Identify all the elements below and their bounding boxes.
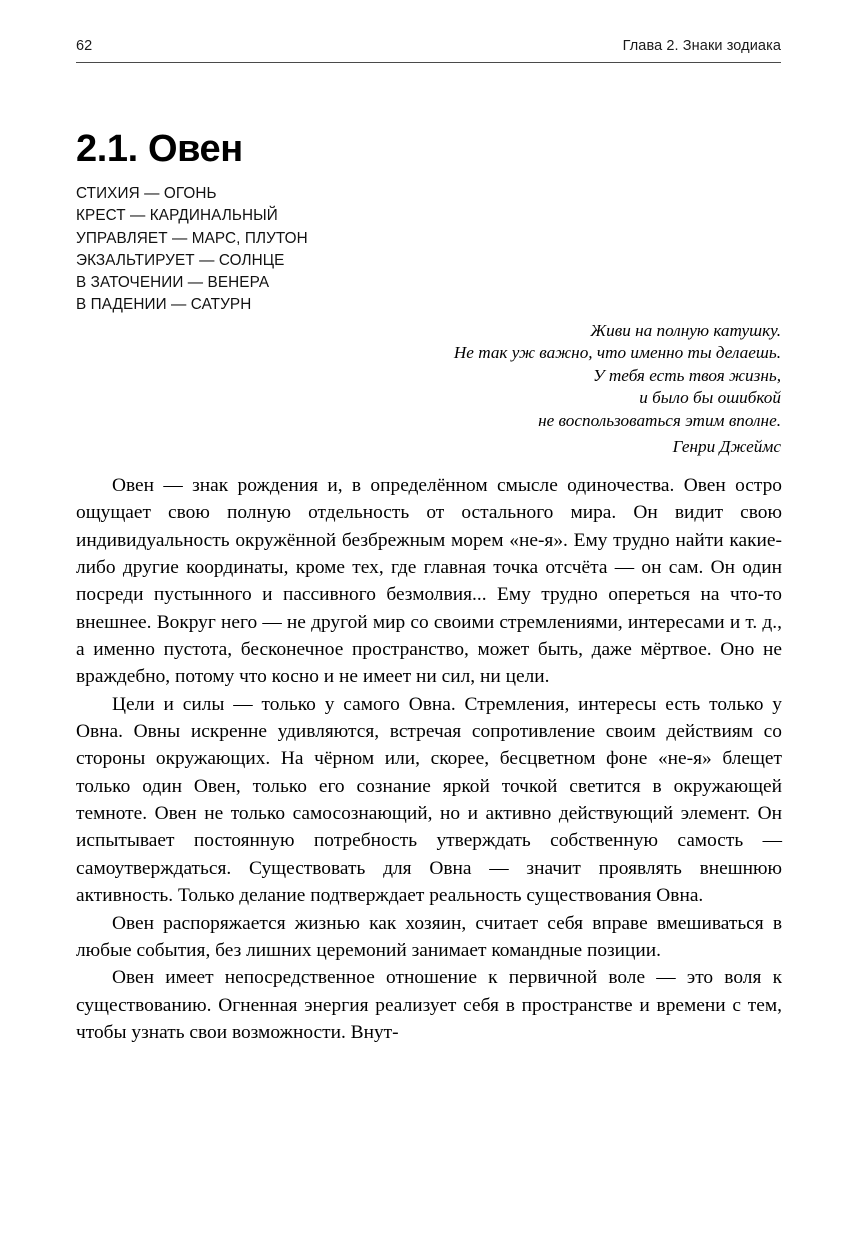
attribute-exaltation: ЭКЗАЛЬТИРУЕТ — СОЛНЦЕ [76,251,285,269]
attribute-detriment: В ЗАТОЧЕНИИ — ВЕНЕРА [76,274,270,292]
attribute-ruler: УПРАВЛЯЕТ — МАРС, ПЛУТОН [76,229,308,247]
epigraph-line: У тебя есть твоя жизнь, [593,365,781,385]
body-paragraph: Овен распоряжается жизнью как хозяин, считает себя вправе вмешиваться в любые события, без лишних церемоний занимает командные позиции. [76,912,782,961]
epigraph-line: Не так уж важно, что именно ты делаешь. [453,343,781,363]
attribute-fall: В ПАДЕНИИ — САТУРН [76,296,252,314]
epigraph-line: Живи на полную катушку. [590,321,781,340]
attribute-cross: КРЕСТ — КАРДИНАЛЬНЫЙ [76,207,278,225]
page-number: 62 [76,38,93,54]
body-paragraph: Овен имеет непосредственное отношение к первичной воле — это воля к существованию. Огненная энергия реализует себя в пространстве и времени с тем, чтобы узнать свои возможности. Внут- [76,967,782,1043]
epigraph-line: не воспользоваться этим вполне. [538,410,781,430]
epigraph-author: Генри Джеймс [672,437,781,456]
body-paragraph: Цели и силы — только у самого Овна. Стремления, интересы есть только у Овна. Овны искренне удивляются, встречая сопротивление своим действиям со стороны окружающих. На чёрном или, скорее, бесцветном фоне «не-я» блещет только один Овен, только его сознание яркой точкой светится в окружающей темноте. Овен не только самосознающий, но и активно действующий элемент. Он испытывает постоянную потребность утверждать собственную самость — самоутверждаться. Существовать для Овна — значит проявлять внешнюю активность. Только делание подтверждает реальность существования Овна. [76,693,782,907]
body-text [76,472,782,1046]
attribute-element: СТИХИЯ — ОГОНЬ [76,185,217,202]
page-title: 2.1. Овен [76,128,243,171]
header-divider [76,62,781,63]
body-paragraph: Овен — знак рождения и, в определённом смысле одиночества. Овен остро ощущает свою полную отдельность от остального мира. Он видит свою индивидуальность окружённой безбрежным морем «не-я». Ему трудно найти какие-либо другие координаты, кроме тех, где главная точка отсчёта — он сам. Он один посреди пустынного и пассивного безмолвия... Ему трудно опереться на что-то внешнее. Вокруг него — не другой мир со своими стремлениями, интересами и т. д., а именно пустота, бесконечное пространство, может быть, даже мёртвое. Оно не враждебно, потому что косно и не имеет ни сил, ни цели. [76,475,782,688]
sign-attributes-list [76,183,308,317]
epigraph-line: и было бы ошибкой [639,388,781,408]
running-header [76,38,781,54]
chapter-title: Глава 2. Знаки зодиака [622,38,781,54]
epigraph-quote [330,320,781,432]
